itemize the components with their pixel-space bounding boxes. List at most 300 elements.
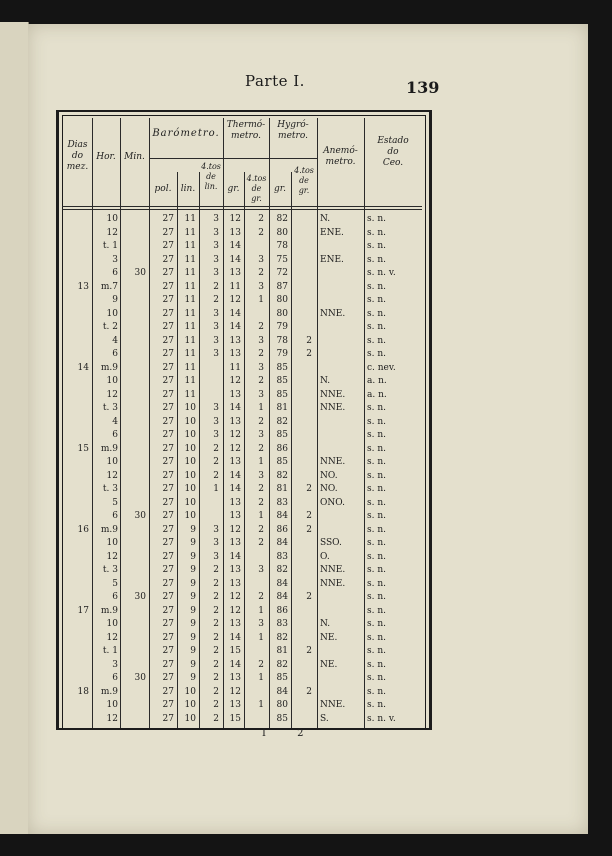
cell-hygro-graus: 78 — [276, 241, 288, 251]
cell-linhas: 9 — [190, 659, 196, 670]
header-hygro-quartos: 4.tos de gr. — [294, 166, 314, 195]
cell-hygro-graus: 86 — [276, 524, 288, 535]
header-thermo-gr: gr. — [227, 184, 240, 194]
cell-hora: t. 3 — [102, 484, 118, 494]
cell-estado: s. n. — [367, 565, 386, 575]
cell-vento: NNE. — [320, 700, 346, 710]
cell-thermo-graus: 13 — [229, 335, 241, 346]
header-hygro-gr: gr. — [274, 184, 286, 194]
cell-linhas: 10 — [184, 713, 196, 724]
observation-table — [56, 110, 432, 730]
cell-quartos-linha: 3 — [213, 268, 219, 278]
cell-hora: m.9 — [100, 443, 118, 454]
cell-linhas: 9 — [190, 605, 196, 616]
cell-hora: 12 — [106, 227, 118, 238]
cell-polegadas: 27 — [162, 241, 174, 251]
cell-quartos-linha: 3 — [213, 416, 219, 427]
header-thermometro: Thermó- metro. — [226, 120, 266, 141]
cell-quartos-linha: 2 — [213, 646, 219, 656]
cell-thermo-graus: 12 — [229, 214, 241, 224]
cell-polegadas: 27 — [162, 403, 174, 413]
cell-quartos-linha: 3 — [213, 551, 219, 562]
cell-thermo-graus: 13 — [229, 565, 241, 575]
cell-hygro-graus: 84 — [276, 592, 288, 602]
cell-polegadas: 27 — [162, 524, 174, 535]
cell-thermo-quartos: 2 — [258, 443, 264, 454]
cell-hora: m.9 — [100, 686, 118, 697]
cell-hygro-quartos: 2 — [306, 511, 312, 521]
cell-quartos-linha: 2 — [213, 295, 219, 305]
cell-quartos-linha: 2 — [213, 673, 219, 683]
cell-polegadas: 27 — [162, 686, 174, 697]
cell-thermo-graus: 12 — [229, 592, 241, 602]
cell-linhas: 11 — [184, 376, 196, 386]
printer-signature: I 2 — [262, 728, 318, 739]
cell-hygro-graus: 81 — [276, 403, 288, 413]
cell-quartos-linha: 3 — [213, 335, 219, 346]
cell-linhas: 9 — [190, 619, 196, 629]
cell-polegadas: 27 — [162, 457, 174, 467]
cell-vento: NNE. — [320, 457, 346, 467]
cell-hygro-graus: 86 — [276, 443, 288, 454]
cell-thermo-graus: 15 — [229, 646, 241, 656]
cell-estado: s. n. — [367, 605, 386, 616]
cell-hora: 12 — [106, 632, 118, 643]
cell-hygro-graus: 80 — [276, 227, 288, 238]
page-title: Parte I. — [245, 72, 305, 90]
cell-estado: s. n. — [367, 484, 386, 494]
cell-thermo-quartos: 1 — [258, 295, 264, 305]
cell-hora: 6 — [112, 430, 118, 440]
cell-thermo-quartos: 1 — [258, 511, 264, 521]
cell-estado: s. n. — [367, 592, 386, 602]
cell-estado: s. n. — [367, 281, 386, 292]
cell-quartos-linha: 3 — [213, 214, 219, 224]
cell-linhas: 10 — [184, 430, 196, 440]
cell-polegadas: 27 — [162, 578, 174, 589]
cell-minutos: 30 — [134, 511, 146, 521]
cell-thermo-graus: 13 — [229, 619, 241, 629]
cell-quartos-linha: 2 — [213, 619, 219, 629]
cell-quartos-linha: 2 — [213, 281, 219, 292]
cell-hora: 10 — [106, 457, 118, 467]
cell-hora: 10 — [106, 619, 118, 629]
cell-estado: s. n. — [367, 619, 386, 629]
cell-polegadas: 27 — [162, 443, 174, 454]
cell-hora: 3 — [112, 659, 118, 670]
cell-estado: s. n. — [367, 632, 386, 643]
cell-quartos-linha: 3 — [213, 308, 219, 319]
cell-hygro-graus: 85 — [276, 376, 288, 386]
cell-hygro-quartos: 2 — [306, 686, 312, 697]
cell-thermo-graus: 15 — [229, 713, 241, 724]
cell-dia: 14 — [77, 362, 89, 373]
cell-polegadas: 27 — [162, 268, 174, 278]
cell-polegadas: 27 — [162, 470, 174, 481]
cell-estado: a. n. — [367, 389, 387, 400]
cell-hora: 6 — [112, 349, 118, 359]
cell-estado: s. n. v. — [367, 268, 396, 278]
cell-estado: s. n. — [367, 322, 386, 332]
cell-hygro-graus: 80 — [276, 700, 288, 710]
cell-quartos-linha: 2 — [213, 470, 219, 481]
cell-hora: 12 — [106, 389, 118, 400]
cell-linhas: 10 — [184, 497, 196, 508]
cell-thermo-quartos: 2 — [258, 268, 264, 278]
cell-polegadas: 27 — [162, 335, 174, 346]
cell-linhas: 10 — [184, 403, 196, 413]
cell-estado: s. n. — [367, 295, 386, 305]
cell-hygro-graus: 82 — [276, 214, 288, 224]
header-bottom-rule — [62, 209, 422, 210]
cell-linhas: 10 — [184, 511, 196, 521]
cell-thermo-graus: 14 — [229, 632, 241, 643]
cell-polegadas: 27 — [162, 592, 174, 602]
cell-quartos-linha: 3 — [213, 538, 219, 548]
cell-hygro-graus: 83 — [276, 619, 288, 629]
cell-polegadas: 27 — [162, 322, 174, 332]
header-anemometro: Anemó- metro. — [323, 146, 358, 167]
cell-vento: NNE. — [320, 578, 346, 589]
page-number: 139 — [406, 78, 440, 97]
cell-hygro-quartos: 2 — [306, 349, 312, 359]
cell-hora: m.7 — [100, 281, 118, 292]
cell-hygro-graus: 87 — [276, 281, 288, 292]
cell-hygro-graus: 83 — [276, 497, 288, 508]
cell-polegadas: 27 — [162, 511, 174, 521]
cell-quartos-linha: 2 — [213, 659, 219, 670]
cell-thermo-graus: 14 — [229, 241, 241, 251]
cell-thermo-graus: 13 — [229, 578, 241, 589]
cell-hygro-graus: 84 — [276, 538, 288, 548]
cell-vento: N. — [320, 376, 331, 386]
cell-estado: c. nev. — [367, 362, 396, 373]
cell-linhas: 10 — [184, 686, 196, 697]
cell-hygro-graus: 86 — [276, 605, 288, 616]
cell-hora: 5 — [112, 497, 118, 508]
cell-hora: 3 — [112, 254, 118, 265]
cell-thermo-graus: 14 — [229, 484, 241, 494]
cell-polegadas: 27 — [162, 659, 174, 670]
cell-estado: s. n. — [367, 673, 386, 683]
cell-thermo-graus: 12 — [229, 295, 241, 305]
cell-linhas: 11 — [184, 268, 196, 278]
cell-minutos: 30 — [134, 268, 146, 278]
cell-vento: NNE. — [320, 389, 346, 400]
cell-quartos-linha: 2 — [213, 457, 219, 467]
cell-polegadas: 27 — [162, 484, 174, 494]
cell-dia: 16 — [77, 524, 89, 535]
cell-thermo-graus: 13 — [229, 227, 241, 238]
cell-polegadas: 27 — [162, 308, 174, 319]
cell-linhas: 10 — [184, 457, 196, 467]
cell-thermo-graus: 12 — [229, 686, 241, 697]
cell-hygro-graus: 85 — [276, 430, 288, 440]
cell-vento: S. — [320, 713, 329, 724]
cell-hygro-quartos: 2 — [306, 335, 312, 346]
cell-linhas: 9 — [190, 673, 196, 683]
cell-vento: NNE. — [320, 403, 346, 413]
cell-polegadas: 27 — [162, 430, 174, 440]
cell-linhas: 11 — [184, 362, 196, 373]
cell-thermo-graus: 13 — [229, 389, 241, 400]
cell-linhas: 9 — [190, 592, 196, 602]
cell-polegadas: 27 — [162, 673, 174, 683]
cell-hygro-quartos: 2 — [306, 646, 312, 656]
cell-vento: NNE. — [320, 565, 346, 575]
cell-hygro-graus: 85 — [276, 457, 288, 467]
cell-quartos-linha: 3 — [213, 430, 219, 440]
cell-hora: 10 — [106, 538, 118, 548]
cell-quartos-linha: 3 — [213, 349, 219, 359]
cell-thermo-graus: 12 — [229, 443, 241, 454]
cell-thermo-graus: 13 — [229, 349, 241, 359]
cell-minutos: 30 — [134, 673, 146, 683]
cell-linhas: 11 — [184, 254, 196, 265]
cell-hora: 10 — [106, 214, 118, 224]
cell-estado: s. n. — [367, 416, 386, 427]
cell-hygro-graus: 84 — [276, 686, 288, 697]
cell-vento: NO. — [320, 470, 338, 481]
cell-hygro-graus: 80 — [276, 295, 288, 305]
cell-thermo-quartos: 3 — [258, 619, 264, 629]
cell-polegadas: 27 — [162, 389, 174, 400]
cell-hora: 4 — [112, 335, 118, 346]
cell-thermo-quartos: 1 — [258, 403, 264, 413]
cell-hygro-graus: 81 — [276, 646, 288, 656]
cell-quartos-linha: 3 — [213, 254, 219, 265]
cell-thermo-quartos: 1 — [258, 632, 264, 643]
cell-hygro-graus: 72 — [276, 268, 288, 278]
cell-hora: t. 3 — [102, 403, 118, 413]
cell-vento: ENE. — [320, 227, 344, 238]
cell-linhas: 9 — [190, 632, 196, 643]
cell-linhas: 10 — [184, 700, 196, 710]
cell-estado: s. n. — [367, 497, 386, 508]
cell-hora: t. 1 — [102, 241, 118, 251]
cell-quartos-linha: 2 — [213, 713, 219, 724]
cell-hora: 10 — [106, 376, 118, 386]
cell-thermo-graus: 13 — [229, 457, 241, 467]
cell-thermo-quartos: 2 — [258, 214, 264, 224]
cell-thermo-quartos: 3 — [258, 254, 264, 265]
cell-hygro-graus: 85 — [276, 713, 288, 724]
cell-estado: s. n. — [367, 578, 386, 589]
cell-linhas: 9 — [190, 565, 196, 575]
cell-vento: O. — [320, 551, 330, 562]
cell-linhas: 11 — [184, 349, 196, 359]
cell-hora: 12 — [106, 470, 118, 481]
cell-quartos-linha: 2 — [213, 565, 219, 575]
cell-hora: 6 — [112, 673, 118, 683]
cell-linhas: 9 — [190, 538, 196, 548]
cell-thermo-quartos: 1 — [258, 673, 264, 683]
cell-linhas: 11 — [184, 322, 196, 332]
cell-linhas: 9 — [190, 524, 196, 535]
header-hygrometro: Hygró- metro. — [277, 120, 309, 141]
cell-hygro-graus: 82 — [276, 632, 288, 643]
cell-hora: 12 — [106, 713, 118, 724]
cell-linhas: 11 — [184, 389, 196, 400]
cell-vento: N. — [320, 214, 331, 224]
cell-hygro-graus: 82 — [276, 416, 288, 427]
cell-vento: ONO. — [320, 497, 345, 508]
cell-hygro-graus: 85 — [276, 389, 288, 400]
cell-thermo-quartos: 2 — [258, 592, 264, 602]
cell-hora: 6 — [112, 511, 118, 521]
cell-thermo-graus: 14 — [229, 470, 241, 481]
cell-thermo-graus: 11 — [229, 281, 241, 292]
header-thermo-quartos: 4.tos de gr. — [246, 174, 267, 203]
cell-polegadas: 27 — [162, 565, 174, 575]
cell-thermo-graus: 13 — [229, 416, 241, 427]
cell-estado: a. n. — [367, 376, 387, 386]
cell-estado: s. n. v. — [367, 713, 396, 724]
cell-quartos-linha: 2 — [213, 632, 219, 643]
cell-quartos-linha: 3 — [213, 403, 219, 413]
header-quartos-lin: 4.tos de lin. — [201, 162, 221, 191]
cell-quartos-linha: 3 — [213, 322, 219, 332]
cell-thermo-graus: 12 — [229, 376, 241, 386]
header-min: Min. — [124, 152, 145, 162]
cell-hygro-quartos: 2 — [306, 592, 312, 602]
cell-linhas: 11 — [184, 281, 196, 292]
cell-polegadas: 27 — [162, 214, 174, 224]
cell-estado: s. n. — [367, 700, 386, 710]
cell-polegadas: 27 — [162, 605, 174, 616]
cell-linhas: 11 — [184, 214, 196, 224]
cell-vento: NE. — [320, 659, 338, 670]
cell-thermo-quartos: 3 — [258, 389, 264, 400]
cell-hora: m.9 — [100, 362, 118, 373]
cell-thermo-graus: 11 — [229, 362, 241, 373]
cell-thermo-quartos: 2 — [258, 376, 264, 386]
cell-thermo-quartos: 2 — [258, 538, 264, 548]
cell-thermo-quartos: 2 — [258, 322, 264, 332]
cell-hora: m.9 — [100, 524, 118, 535]
cell-thermo-graus: 13 — [229, 497, 241, 508]
header-barometro: Barómetro. — [152, 128, 220, 139]
cell-linhas: 9 — [190, 551, 196, 562]
cell-hora: 10 — [106, 700, 118, 710]
cell-estado: s. n. — [367, 349, 386, 359]
header-divider — [223, 158, 317, 159]
cell-thermo-quartos: 3 — [258, 430, 264, 440]
cell-thermo-quartos: 1 — [258, 457, 264, 467]
cell-hora: t. 1 — [102, 646, 118, 656]
cell-thermo-quartos: 3 — [258, 281, 264, 292]
cell-thermo-graus: 14 — [229, 308, 241, 319]
cell-quartos-linha: 2 — [213, 686, 219, 697]
cell-linhas: 10 — [184, 484, 196, 494]
cell-thermo-graus: 13 — [229, 700, 241, 710]
cell-thermo-graus: 13 — [229, 673, 241, 683]
cell-thermo-quartos: 2 — [258, 524, 264, 535]
cell-estado: s. n. — [367, 457, 386, 467]
cell-estado: s. n. — [367, 227, 386, 238]
cell-vento: N. — [320, 619, 331, 629]
cell-hygro-graus: 83 — [276, 551, 288, 562]
cell-estado: s. n. — [367, 403, 386, 413]
cell-thermo-quartos: 3 — [258, 565, 264, 575]
header-bottom-rule — [62, 206, 422, 207]
cell-hygro-graus: 75 — [276, 254, 288, 265]
cell-hora: 10 — [106, 308, 118, 319]
cell-estado: s. n. — [367, 214, 386, 224]
cell-estado: s. n. — [367, 470, 386, 481]
cell-linhas: 10 — [184, 416, 196, 427]
cell-quartos-linha: 2 — [213, 605, 219, 616]
cell-polegadas: 27 — [162, 713, 174, 724]
cell-estado: s. n. — [367, 511, 386, 521]
cell-polegadas: 27 — [162, 254, 174, 265]
cell-estado: s. n. — [367, 646, 386, 656]
cell-hora: m.9 — [100, 605, 118, 616]
cell-hygro-graus: 85 — [276, 362, 288, 373]
cell-vento: NE. — [320, 632, 338, 643]
cell-vento: SSO. — [320, 538, 342, 548]
cell-estado: s. n. — [367, 254, 386, 265]
cell-linhas: 11 — [184, 295, 196, 305]
cell-thermo-quartos: 2 — [258, 416, 264, 427]
cell-thermo-quartos: 3 — [258, 470, 264, 481]
cell-hora: 12 — [106, 551, 118, 562]
cell-thermo-graus: 13 — [229, 538, 241, 548]
cell-estado: s. n. — [367, 430, 386, 440]
cell-thermo-quartos: 2 — [258, 484, 264, 494]
cell-linhas: 10 — [184, 470, 196, 481]
cell-polegadas: 27 — [162, 632, 174, 643]
cell-hygro-quartos: 2 — [306, 524, 312, 535]
cell-linhas: 9 — [190, 646, 196, 656]
cell-polegadas: 27 — [162, 362, 174, 373]
cell-hygro-graus: 79 — [276, 349, 288, 359]
cell-polegadas: 27 — [162, 295, 174, 305]
cell-thermo-graus: 13 — [229, 511, 241, 521]
cell-linhas: 11 — [184, 227, 196, 238]
cell-linhas: 9 — [190, 578, 196, 589]
cell-quartos-linha: 3 — [213, 227, 219, 238]
cell-quartos-linha: 2 — [213, 700, 219, 710]
cell-hora: 9 — [112, 295, 118, 305]
cell-hora: 6 — [112, 592, 118, 602]
cell-hygro-graus: 82 — [276, 470, 288, 481]
cell-linhas: 11 — [184, 308, 196, 319]
cell-quartos-linha: 1 — [213, 484, 219, 494]
cell-hygro-graus: 82 — [276, 659, 288, 670]
cell-hora: t. 3 — [102, 565, 118, 575]
cell-thermo-graus: 14 — [229, 403, 241, 413]
cell-thermo-quartos: 2 — [258, 349, 264, 359]
cell-polegadas: 27 — [162, 416, 174, 427]
cell-hygro-graus: 79 — [276, 322, 288, 332]
cell-thermo-graus: 14 — [229, 551, 241, 562]
cell-polegadas: 27 — [162, 497, 174, 508]
cell-vento: NNE. — [320, 308, 346, 319]
cell-polegadas: 27 — [162, 619, 174, 629]
cell-estado: s. n. — [367, 524, 386, 535]
cell-polegadas: 27 — [162, 349, 174, 359]
cell-thermo-graus: 14 — [229, 322, 241, 332]
cell-estado: s. n. — [367, 335, 386, 346]
cell-estado: s. n. — [367, 686, 386, 697]
cell-hygro-graus: 82 — [276, 565, 288, 575]
cell-dia: 13 — [77, 281, 89, 292]
header-hor: Hor. — [96, 152, 116, 162]
cell-quartos-linha: 3 — [213, 241, 219, 251]
cell-dia: 18 — [77, 686, 89, 697]
cell-thermo-graus: 12 — [229, 524, 241, 535]
